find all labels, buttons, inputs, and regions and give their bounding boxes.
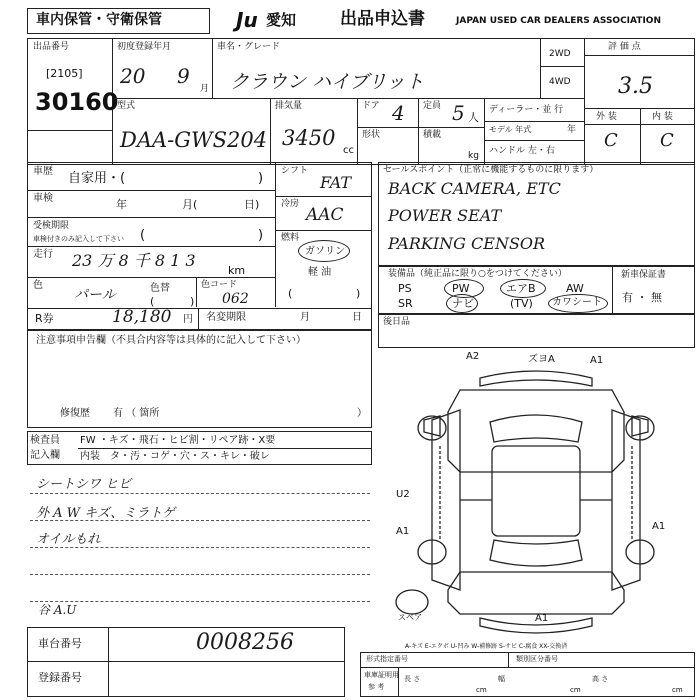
form-title: 出品申込書	[340, 9, 425, 29]
equipment-label: 装備品（純正品に限り○をつけてください）	[388, 269, 567, 279]
mark-right-rear: A1	[652, 521, 666, 532]
capacity-label: 定員	[423, 101, 442, 111]
acceptance-close: )	[258, 228, 264, 243]
mark-rear-bumper: A1	[535, 613, 549, 624]
shift-value: FAT	[320, 173, 352, 192]
inspection-day: 日)	[244, 198, 260, 211]
mark-front-center: ズヨA	[528, 354, 555, 365]
acceptance-label: 受検期限	[33, 221, 70, 231]
recycle-unit: 円	[183, 314, 193, 325]
model-year-label: モデル 年式	[489, 125, 532, 134]
cert-label: 車庫証明用	[364, 671, 399, 679]
mark-front-right: A1	[590, 355, 604, 366]
recycle-value: 18,180	[112, 307, 172, 327]
warranty-value: 有 ・ 無	[622, 291, 662, 304]
displacement-unit: cc	[343, 145, 354, 156]
inspector-note-3: オイルもれ	[36, 532, 101, 547]
reg-label: 初度登録年月	[117, 42, 172, 52]
spare-label: スペア	[398, 613, 422, 622]
transfer-label: 名変期限	[206, 312, 246, 323]
interior-label: 内 装	[652, 112, 673, 122]
color-code-value: 062	[222, 291, 249, 307]
title-left: 車内保管・守衛保管	[36, 12, 162, 28]
length-label: 長 さ	[404, 675, 421, 683]
rating-score: 3.5	[618, 74, 653, 99]
association-name: JAPAN USED CAR DEALERS ASSOCIATION	[456, 16, 661, 26]
leather-circle	[548, 294, 608, 313]
mark-front-left: A2	[466, 351, 480, 362]
height-label: 高 さ	[592, 675, 609, 683]
org-logo: Ju	[236, 8, 258, 32]
after-frame	[378, 314, 695, 348]
reg-month: 9	[177, 64, 190, 88]
mileage-label: 走行	[33, 249, 53, 260]
doors-label: ドア	[362, 101, 380, 111]
notes-label: 注意事項申告欄（不具合内容等は具体的に記入して下さい）	[36, 335, 306, 346]
equip-airbag: エアB	[506, 282, 536, 295]
height-unit: cm	[672, 686, 683, 694]
inspection-month: 月(	[182, 198, 198, 211]
equip-navi: ナビ	[452, 297, 474, 310]
exterior-value: C	[604, 130, 618, 151]
warranty-label: 新車保証書	[621, 270, 667, 280]
inspection-label: 車検	[33, 193, 53, 204]
fuel-gasoline-circle	[298, 240, 350, 262]
after-label: 後日品	[383, 317, 411, 327]
recycle-label: R券	[35, 312, 54, 325]
color-value: パール	[74, 287, 116, 303]
interior-value: C	[660, 130, 674, 151]
equip-ps: PS	[398, 282, 412, 295]
doors-value: 4	[392, 101, 405, 125]
fuel-label: 燃料	[281, 233, 300, 243]
ref-label: 参 考	[368, 683, 385, 691]
repair-label: 修復歴	[60, 408, 90, 419]
aircon-value: AAC	[306, 205, 344, 225]
color-change-open: (	[150, 295, 155, 308]
mileage-value: 23 万 8 千 8 1 3	[72, 251, 196, 270]
history-close: )	[258, 171, 264, 186]
exterior-label: 外 装	[596, 112, 617, 122]
selling-point-2: POWER SEAT	[388, 206, 502, 225]
fuel-close: )	[356, 287, 361, 300]
capacity-unit: 人	[468, 111, 479, 124]
inspector-signature: 谷 A.U	[38, 603, 77, 617]
width-unit: cm	[570, 686, 581, 694]
shape-label: 形状	[362, 130, 381, 140]
model-label: 型式	[117, 101, 136, 111]
equip-leather: カワシート	[552, 297, 602, 308]
width-label: 幅	[498, 675, 505, 683]
color-label: 色	[33, 280, 43, 291]
reg-number-label: 登録番号	[38, 671, 82, 684]
color-change-close: )	[190, 295, 195, 308]
inspector-row-2-prefix: 内装	[80, 451, 100, 462]
airbag-circle	[500, 279, 546, 298]
displacement-value: 3450	[282, 126, 336, 150]
inspection-year: 年	[116, 198, 127, 211]
inspector-label-1: 検査員	[30, 435, 60, 446]
equip-aw: AW	[566, 282, 584, 295]
history-value: 自家用・(	[68, 171, 126, 186]
inspector-row-1: FW ・キズ・飛石・ヒビ割・リペア跡・X要	[80, 435, 276, 446]
fuel-open: (	[288, 287, 293, 300]
selling-point-1: BACK CAMERA, ETC	[388, 179, 561, 198]
aircon-label: 冷房	[281, 199, 300, 209]
inspector-label-2: 記入欄	[30, 450, 60, 461]
selling-points-label: セールスポイント（正常に機能するものに限ります）	[383, 165, 599, 175]
org-name: 愛知	[266, 11, 297, 29]
name-value: クラウン ハイブリット	[230, 71, 424, 93]
inspector-row-2: タ・汚・コゲ・穴・ス・キレ・破レ	[110, 451, 270, 462]
two-wd: 2WD	[549, 49, 571, 59]
transfer-month: 月	[300, 312, 310, 323]
lot-number: 30160	[35, 88, 119, 116]
mark-left-rear: A1	[396, 526, 410, 537]
reg-year: 20	[120, 64, 146, 88]
rating-label: 評 価 点	[608, 42, 641, 52]
history-label: 車歴	[33, 166, 53, 177]
handle-label: ハンドル 左・右	[489, 146, 555, 156]
equip-pw: PW	[452, 282, 470, 295]
mileage-unit: km	[228, 264, 246, 277]
dealer-label: ディーラー・並 行	[489, 105, 564, 115]
chassis-value: 0008256	[196, 630, 294, 655]
inspector-note-2: 外 A W キズ、ミラトゲ	[36, 506, 176, 521]
name-label: 車名・グレード	[217, 42, 281, 52]
damage-legend: A-キズ E-エクボ U-凹み W-補修跡 S-サビ C-腐食 XX-交換済	[405, 643, 568, 650]
displacement-label: 排気量	[275, 101, 303, 111]
shift-label: シフト	[281, 166, 309, 176]
reg-month-unit: 月	[200, 84, 210, 94]
load-unit: kg	[468, 151, 479, 161]
capacity-value: 5	[452, 101, 465, 125]
mark-left-side: U2	[396, 489, 410, 500]
fuel-diesel: 軽 油	[308, 267, 332, 278]
color-code-label: 色コード	[201, 280, 238, 290]
length-unit: cm	[476, 686, 487, 694]
acceptance-note: 車検付きのみ記入して下さい	[33, 235, 124, 243]
transfer-day: 日	[352, 312, 362, 323]
category-label: 類別区分番号	[516, 655, 558, 663]
acceptance-open: (	[140, 228, 146, 243]
load-label: 積載	[423, 130, 442, 140]
model-value: DAA-GWS204	[120, 128, 268, 152]
selling-point-3: PARKING CENSOR	[388, 234, 546, 253]
fuel-gasoline: ガソリン	[305, 246, 345, 257]
repair-close: ）	[357, 408, 367, 419]
designation-label: 形式指定番号	[366, 655, 408, 663]
repair-value: 有 （ 箇所	[113, 408, 160, 419]
equip-sr: SR	[398, 297, 413, 310]
car-diagram	[380, 350, 692, 650]
lot-sub-number: [2105]	[46, 67, 83, 80]
lot-label: 出品番号	[33, 42, 70, 52]
equip-tv: (TV)	[510, 297, 533, 310]
inspector-note-1: シートシワ ヒビ	[36, 477, 132, 492]
color-change-label: 色替	[150, 283, 170, 294]
chassis-label: 車台番号	[38, 637, 82, 650]
recycle-frame	[27, 308, 372, 330]
model-year-unit: 年	[567, 125, 577, 135]
four-wd: 4WD	[549, 77, 571, 87]
navi-circle	[446, 294, 478, 313]
